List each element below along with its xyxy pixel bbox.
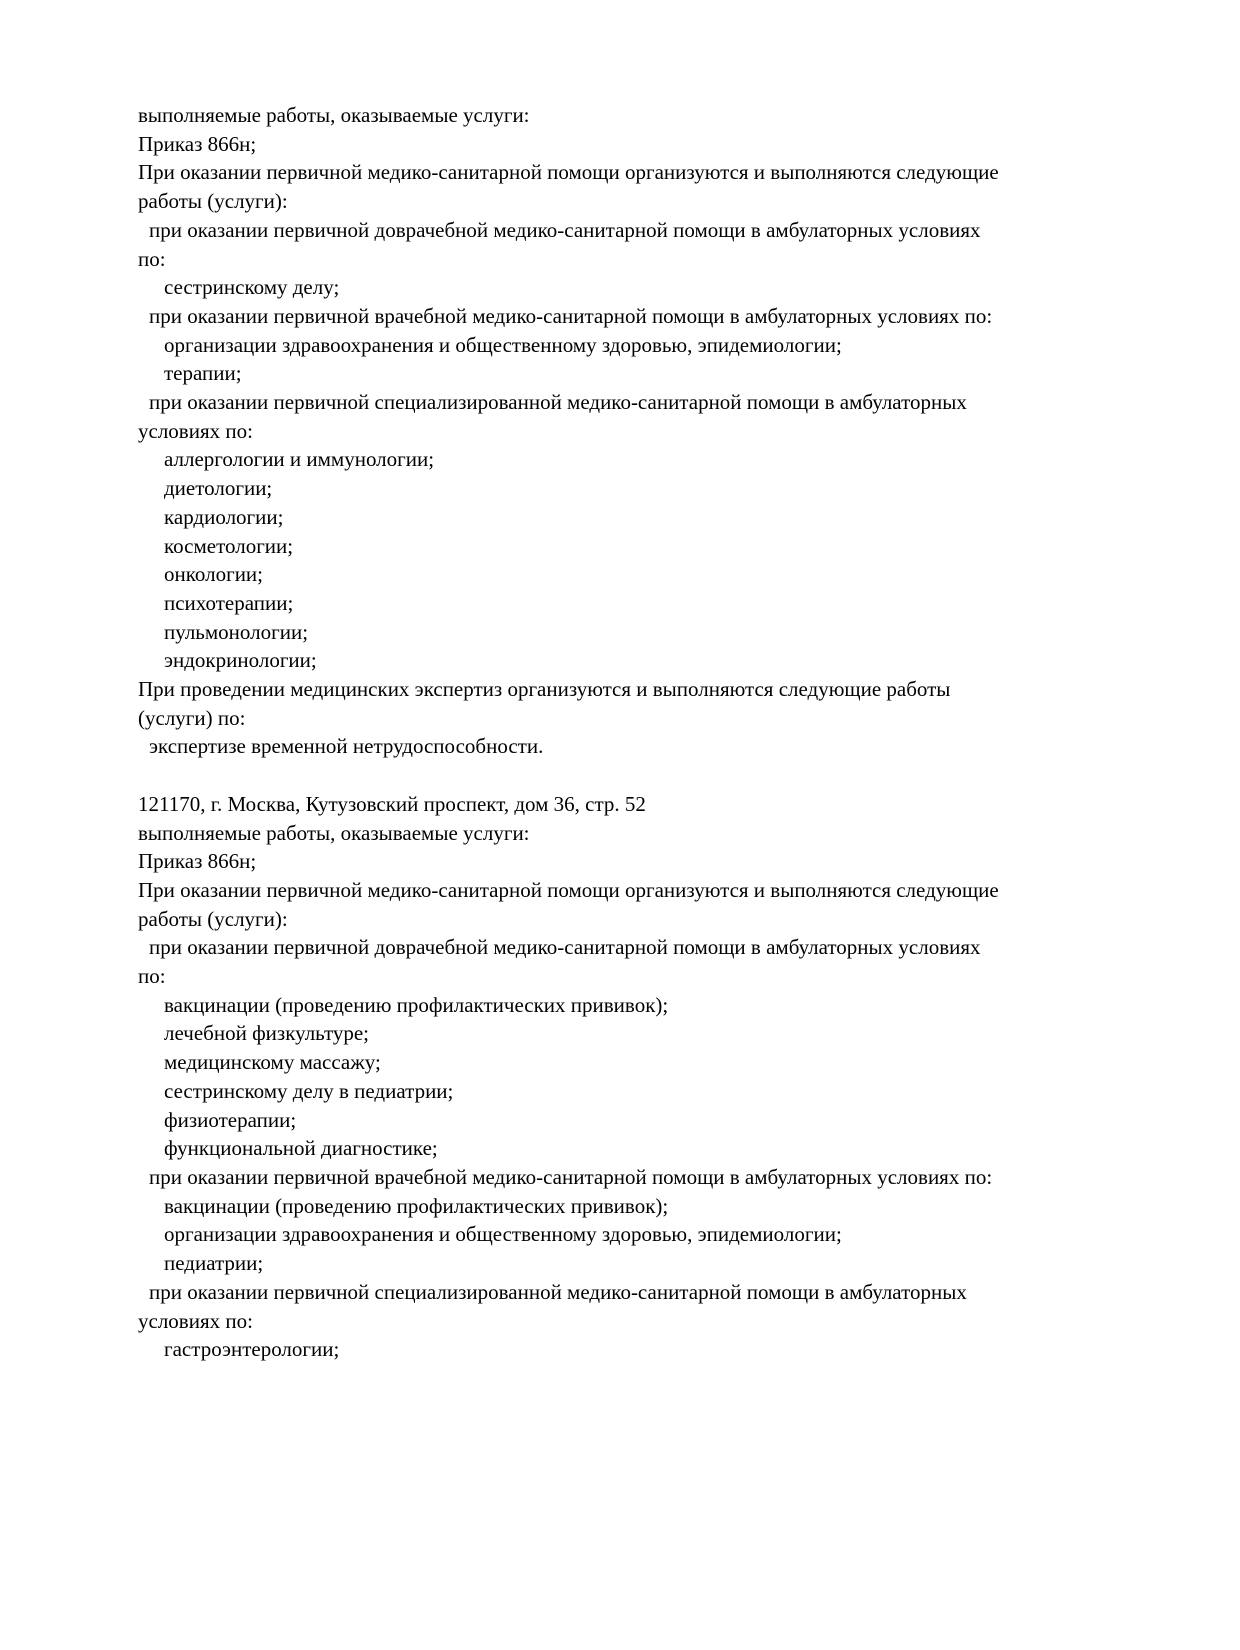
text-line: гастроэнтерологии; <box>164 1337 340 1362</box>
text-line: при оказании первичной врачебной медико-санитарной помощи в амбулаторных условиях по: <box>149 303 993 328</box>
text-line: косметологии; <box>164 533 294 558</box>
text-line: Приказ 866н; <box>138 849 257 874</box>
text-line: работы (услуги): <box>138 906 288 931</box>
text-line: 121170, г. Москва, Кутузовский проспект, дом 36, стр. 52 <box>138 791 646 816</box>
text-line: эндокринологии; <box>164 648 317 673</box>
text-line: функциональной диагностике; <box>164 1136 438 1161</box>
text-line: выполняемые работы, оказываемые услуги: <box>138 103 530 127</box>
text-line: При проведении медицинских экспертиз организуются и выполняются следующие работы <box>138 677 951 702</box>
text-line: экспертизе временной нетрудоспособности. <box>149 734 544 759</box>
text-line: при оказании первичной специализированной медико-санитарной помощи в амбулаторных <box>149 1279 967 1304</box>
text-line: онкологии; <box>164 562 264 587</box>
text-line: при оказании первичной доврачебной медико-санитарной помощи в амбулаторных условиях <box>149 935 981 960</box>
text-line: сестринскому делу в педиатрии; <box>164 1078 454 1103</box>
text-line: организации здравоохранения и общественному здоровью, эпидемиологии; <box>164 1222 842 1247</box>
text-line: кардиологии; <box>164 504 284 529</box>
text-line: организации здравоохранения и общественному здоровью, эпидемиологии; <box>164 332 842 357</box>
text-line: условиях по: <box>138 418 253 443</box>
text-line: вакцинации (проведению профилактических прививок); <box>164 992 669 1017</box>
text-line: терапии; <box>164 361 242 386</box>
text-line: При оказании первичной медико-санитарной помощи организуются и выполняются следующие <box>138 160 999 185</box>
text-line: При оказании первичной медико-санитарной помощи организуются и выполняются следующие <box>138 877 999 902</box>
text-line: по: <box>138 246 166 271</box>
text-line: Приказ 866н; <box>138 131 257 156</box>
document-body <box>138 101 1190 1364</box>
blank-line <box>138 761 1190 790</box>
text-line: работы (услуги): <box>138 189 288 214</box>
text-line: физиотерапии; <box>164 1107 297 1132</box>
text-line: (услуги) по: <box>138 705 246 730</box>
text-line: при оказании первичной доврачебной медико-санитарной помощи в амбулаторных условиях <box>149 217 981 242</box>
text-line: психотерапии; <box>164 590 294 615</box>
text-line: при оказании первичной врачебной медико-санитарной помощи в амбулаторных условиях по: <box>149 1165 993 1189</box>
text-line: при оказании первичной специализированной медико-санитарной помощи в амбулаторных <box>149 390 967 415</box>
text-line: педиатрии; <box>164 1251 264 1276</box>
text-line: лечебной физкультуре; <box>164 1021 370 1046</box>
text-line: условиях по: <box>138 1308 253 1333</box>
text-line: диетологии; <box>164 476 273 501</box>
text-line: по: <box>138 964 166 989</box>
text-line: сестринскому делу; <box>164 275 340 300</box>
text-line: пульмонологии; <box>164 619 309 644</box>
text-line: медицинскому массажу; <box>164 1050 381 1075</box>
text-line: аллергологии и иммунологии; <box>164 447 435 472</box>
text-line: вакцинации (проведению профилактических прививок); <box>164 1193 669 1218</box>
text-line: выполняемые работы, оказываемые услуги: <box>138 820 530 845</box>
